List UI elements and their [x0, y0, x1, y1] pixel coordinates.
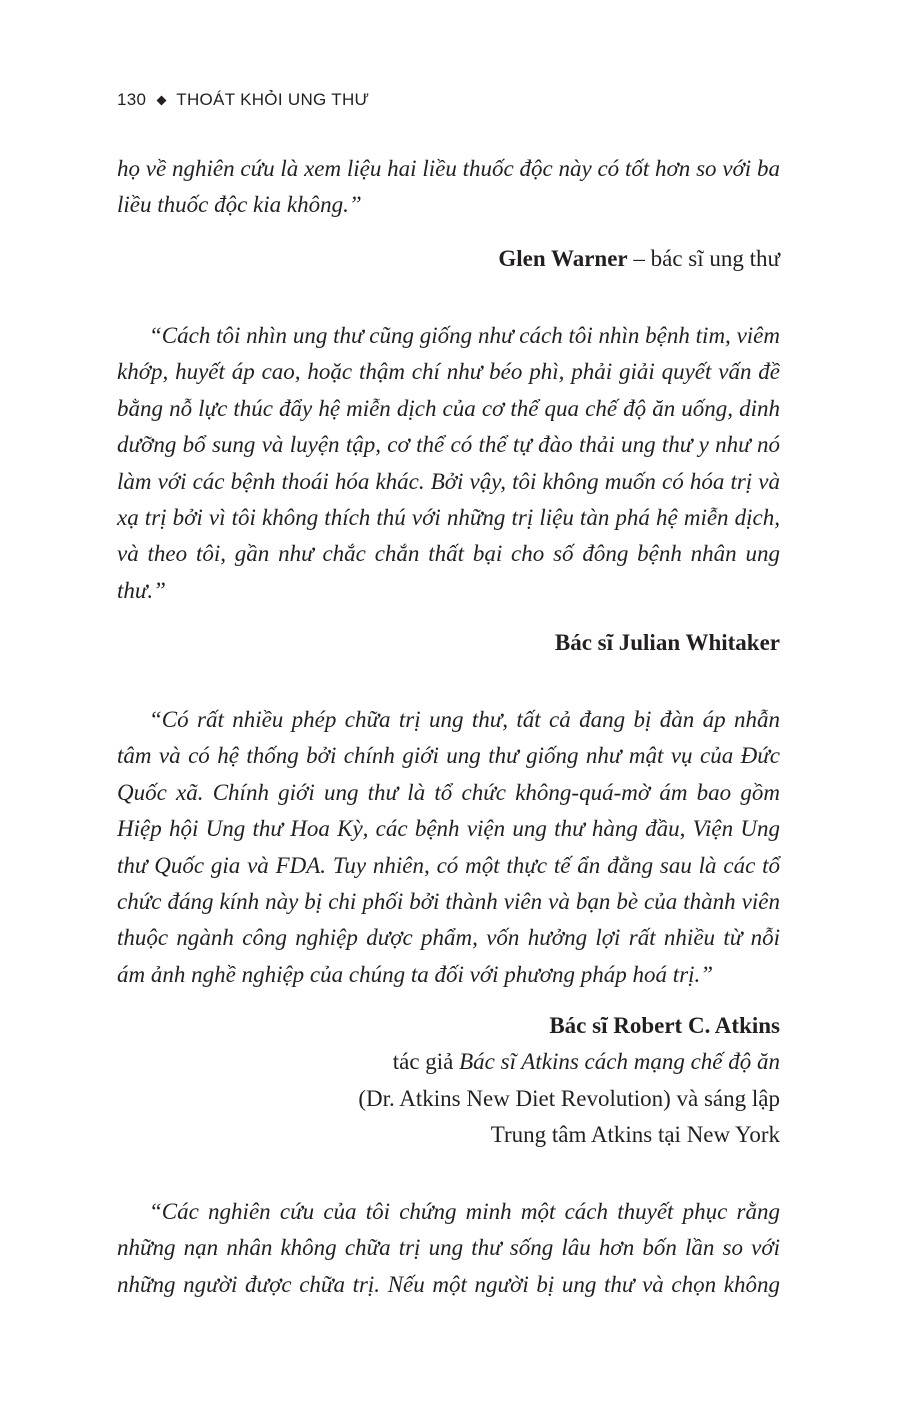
attribution-prefix: tác giả: [392, 1049, 460, 1075]
quote-text: “Các nghiên cứu của tôi chứng minh một cách thuyết phục rằng những nạn nhân không chữa trị ung thư sống lâu hơn bốn lần so với những người được chữa trị. Nếu một người bị ung thư và chọn không: [117, 1199, 780, 1297]
quote-text: “Có rất nhiều phép chữa trị ung thư, tất cả đang bị đàn áp nhẫn tâm và có hệ thống bởi chính giới ung thư giống như mật vụ của Đức Quốc xã. Chính giới ung thư là tổ chức không-quá-mờ ám bao gồm Hiệp hội Ung thư Hoa Kỳ, các bệnh viện ung thư hàng đầu, Viện Ung thư Quốc gia và FDA. Tuy nhiên, có một thực tế ẩn đằng sau là các tổ chức đáng kính này bị chi phối bởi thành viên và bạn bè của thành viên thuộc ngành công nghiệp dược phẩm, vốn hưởng lợi rất nhiều từ nỗi ám ảnh nghề nghiệp của chúng ta đối với phương pháp hoá trị.”: [117, 707, 780, 987]
attribution-line: (Dr. Atkins New Diet Revolution) và sáng lập: [358, 1085, 780, 1111]
attribution-role: – bác sĩ ung thư: [627, 246, 780, 271]
quote-block: [117, 1194, 780, 1303]
attribution-name: Bác sĩ Robert C. Atkins: [549, 1013, 780, 1038]
diamond-separator-icon: [157, 95, 167, 105]
quote-block: [117, 702, 780, 993]
attribution-line: Trung tâm Atkins tại New York: [490, 1122, 780, 1148]
attribution-line: [358, 1044, 780, 1080]
page-number: 130: [117, 90, 147, 109]
attribution-name: Bác sĩ Julian Whitaker: [554, 630, 780, 655]
quote-attribution: [358, 1008, 780, 1154]
quote-attribution: [498, 241, 780, 277]
quote-text: họ về nghiên cứu là xem liệu hai liều thuốc độc này có tốt hơn so với ba liều thuốc độc kia không.”: [117, 156, 780, 218]
attribution-name: Glen Warner: [498, 246, 628, 271]
attribution-book-title: Bác sĩ Atkins cách mạng chế độ ăn: [459, 1049, 780, 1075]
quote-continuation: [117, 151, 780, 224]
quote-attribution: [555, 625, 780, 661]
book-title: THOÁT KHỎI UNG THƯ: [176, 90, 370, 109]
quote-text: “Cách tôi nhìn ung thư cũng giống như cách tôi nhìn bệnh tim, viêm khớp, huyết áp cao, hoặc thậm chí như béo phì, phải giải quyết vấn đề bằng nỗ lực thúc đẩy hệ miễn dịch của cơ thể qua chế độ ăn uống, dinh dưỡng bổ sung và luyện tập, cơ thể có thể tự đào thải ung thư y như nó làm với các bệnh thoái hóa khác. Bởi vậy, tôi không muốn có hóa trị và xạ trị bởi vì tôi không thích thú với những trị liệu tàn phá hệ miễn dịch, và theo tôi, gần như chắc chắn thất bại cho số đông bệnh nhân ung thư.”: [117, 323, 780, 603]
quote-block: [117, 318, 780, 609]
running-header: [117, 90, 369, 110]
